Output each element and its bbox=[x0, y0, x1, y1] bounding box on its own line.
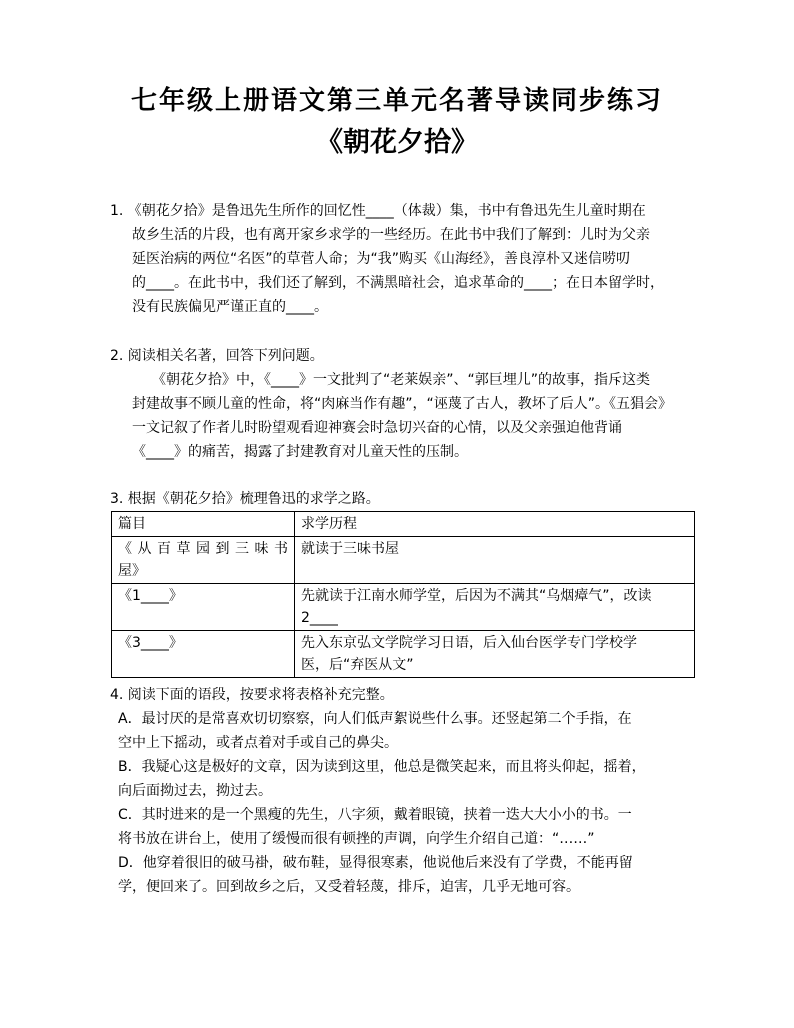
cell-text: 《3____》 bbox=[118, 635, 183, 651]
question-2-line: 《____》的痛苦，揭露了封建教育对儿童天性的压制。 bbox=[132, 444, 468, 460]
question-1-line: 延医治病的两位“名医”的草菅人命；为“我”购买《山海经》，善良淳朴又迷信唠叨 bbox=[132, 251, 631, 267]
table-header-history: 求学历程 bbox=[295, 512, 695, 537]
cell-text: 就读于三味书屋 bbox=[301, 541, 399, 557]
cell-text: 2____ bbox=[301, 610, 338, 626]
book-title: 《朝花夕拾》 bbox=[316, 127, 478, 158]
passage-line: D．他穿着很旧的破马褂，破布鞋，显得很寒素，他说他后来没有了学费，不能再留 bbox=[118, 855, 633, 871]
question-4 bbox=[110, 683, 700, 899]
question-2 bbox=[110, 344, 700, 464]
question-2-line: 一文记叙了作者儿时盼望观看迎神赛会时急切兴奋的心情，以及父亲强迫他背诵 bbox=[132, 420, 622, 436]
cell-text: 《1____》 bbox=[118, 588, 183, 604]
cell-text: 《从百草园到三味书 bbox=[118, 541, 288, 557]
question-1-line: 没有民族偏见严谨正直的____。 bbox=[132, 299, 328, 315]
question-1 bbox=[110, 199, 700, 319]
question-2-prompt: 2. 阅读相关名著，回答下列问题。 bbox=[110, 348, 324, 364]
table-cell-chapter bbox=[112, 631, 295, 678]
table-cell-history bbox=[295, 584, 695, 631]
cell-text: 先就读于江南水师学堂，后因为不满其“乌烟瘴气”，改读 bbox=[301, 588, 652, 604]
question-1-line: 故乡生活的片段，也有离开家乡求学的一些经历。在此书中我们了解到：儿时为父亲 bbox=[132, 227, 650, 243]
table-row bbox=[112, 584, 695, 631]
cell-text: 医，后“弃医从文” bbox=[301, 657, 414, 673]
passage-line: 向后面拗过去，拗过去。 bbox=[118, 783, 272, 799]
table-row bbox=[112, 631, 695, 678]
passage-line: 学，便回来了。回到故乡之后，又受着轻蔑，排斥，迫害，几乎无地可容。 bbox=[118, 879, 580, 895]
passage-line: C．其时进来的是一个黑瘦的先生，八字须，戴着眼镜，挟着一迭大大小小的书。一 bbox=[118, 807, 632, 823]
table-cell-history bbox=[295, 631, 695, 678]
question-2-line: 封建故事不顾儿童的性命，将“肉麻当作有趣”，“诬蔑了古人，教坏了后人”。《五猖会》 bbox=[132, 396, 673, 412]
question-1-line: 的____。在此书中，我们还了解到，不满黑暗社会，追求革命的____；在日本留学时， bbox=[132, 275, 664, 291]
table-row bbox=[112, 537, 695, 584]
question-1-line: 1. 《朝花夕拾》是鲁迅先生所作的回忆性____（体裁）集，书中有鲁迅先生儿童时期在 bbox=[110, 203, 646, 219]
table-cell-history bbox=[295, 537, 695, 584]
table-header-row bbox=[112, 512, 695, 537]
passage-line: 空中上下摇动，或者点着对手或自己的鼻尖。 bbox=[118, 735, 398, 751]
question-2-line: 《朝花夕拾》中，《____》一文批判了“老莱娱亲”、“郭巨埋儿”的故事，指斥这类 bbox=[152, 372, 651, 388]
cell-text: 屋》 bbox=[118, 563, 146, 579]
question-3 bbox=[110, 487, 700, 511]
passage-line: B．我疑心这是极好的文章，因为读到这里，他总是微笑起来，而且将头仰起，摇着， bbox=[118, 759, 646, 775]
study-path-table bbox=[111, 511, 695, 678]
passage-line: A．最讨厌的是常喜欢切切察察，向人们低声絮说些什么事。还竖起第二个手指，在 bbox=[118, 711, 632, 727]
table-cell-chapter bbox=[112, 584, 295, 631]
question-4-prompt: 4. 阅读下面的语段，按要求将表格补充完整。 bbox=[110, 687, 394, 703]
table-cell-chapter bbox=[112, 537, 295, 584]
passage-line: 将书放在讲台上，使用了缓慢而很有顿挫的声调，向学生介绍自己道：“……” bbox=[118, 831, 595, 847]
page-title: 七年级上册语文第三单元名著导读同步练习 bbox=[130, 86, 663, 116]
table-header-chapter: 篇目 bbox=[112, 512, 295, 537]
question-3-prompt: 3. 根据《朝花夕拾》梳理鲁迅的求学之路。 bbox=[110, 491, 380, 507]
cell-text: 先入东京弘文学院学习日语，后入仙台医学专门学校学 bbox=[301, 635, 637, 651]
